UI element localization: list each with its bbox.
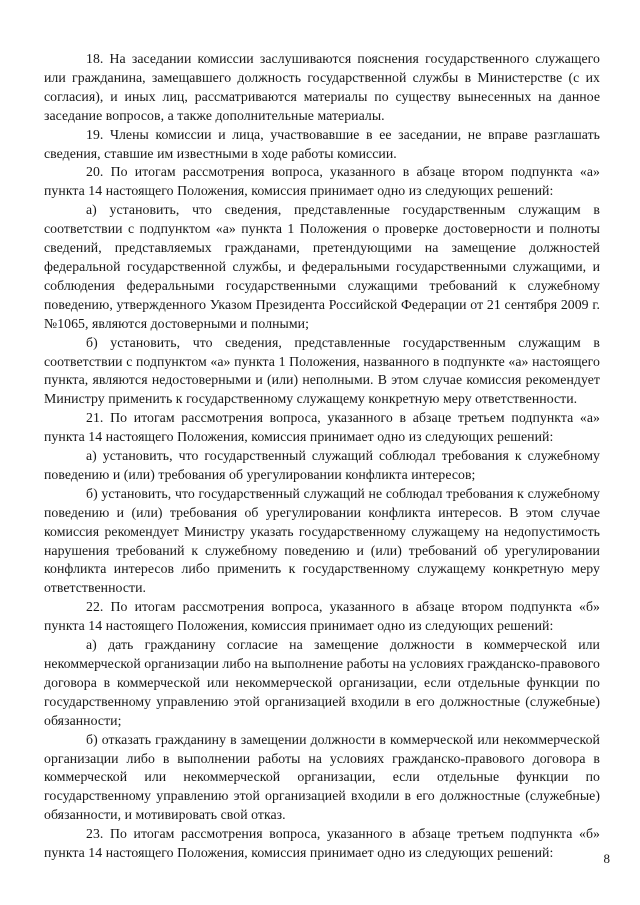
paragraph-22: 22. По итогам рассмотрения вопроса, указанного в абзаце втором подпункта «б» пункта 14 настоящего Положения, комиссия принимает одно из следующих решений: <box>44 599 600 634</box>
paragraph-21-b: б) установить, что государственный служащий не соблюдал требования к служебному поведению и (или) требования об урегулировании конфликта интересов. В этом случае комиссия рекомендует Министру указать государственному служащему на недопустимость нарушения требований к служебному поведению и (или) требований об урегулировании конфликта интересов либо применить к государственному служащему конкретную меру ответственности. <box>44 485 600 596</box>
paragraph-18: 18. На заседании комиссии заслушиваются пояснения государственного служащего или гражданина, замещавшего должность государственной службы в Министерстве (с их согласия), и иных лиц, рассматриваются материалы по существу вынесенных на данное заседание вопросов, а также дополнительные материалы. <box>44 51 600 123</box>
paragraph-20-a: а) установить, что сведения, представленные государственным служащим в соответствии с подпунктом «а» пункта 1 Положения о проверке достоверности и полноты сведений, представляемых гражданами, претендующими на замещение должностей федеральной государственной службы, и федеральными государственными служащими, и соблюдения федеральными государственными служащими требований к служебному поведению, утвержденного Указом Президента Российской Федерации от 21 сентября 2009 г. №1065, являются достоверными и полными; <box>44 202 600 331</box>
paragraph-22-a: а) дать гражданину согласие на замещение должности в коммерческой или некоммерческой организации либо на выполнение работы на условиях гражданско-правового договора в коммерческой или некоммерческой организации, если отдельные функции по государственному управлению этой организацией входили в его должностные (служебные) обязанности; <box>44 637 601 728</box>
paragraph-21-a: а) установить, что государственный служащий соблюдал требования к служебному поведению и (или) требования об урегулировании конфликта интересов; <box>44 448 600 482</box>
paragraph-20-b: б) установить, что сведения, представленные государственным служащим в соответствии с подпунктом «а» пункта 1 Положения, названного в подпункте «а» настоящего пункта, являются недостоверными и (или) неполными. В этом случае комиссия рекомендует Министру применить к государственному служащему конкретную меру ответственности. <box>44 334 600 407</box>
paragraph-22-b: б) отказать гражданину в замещении должности в коммерческой или некоммерческой организации либо в выполнении работы на условиях гражданско-правового договора в коммерческой или некоммерческой организации, если отдельные функции по государственному управлению этой организацией входили в его должностные (служебные) обязанности, и мотивировать свой отказ. <box>44 731 600 823</box>
paragraph-21: 21. По итогам рассмотрения вопроса, указанного в абзаце третьем подпункта «а» пункта 14 настоящего Положения, комиссия принимает одно из следующих решений: <box>44 410 600 445</box>
page-number: 8 <box>603 851 610 866</box>
paragraph-19: 19. Члены комиссии и лица, участвовавшие в ее заседании, не вправе разглашать сведения, ставшие им известными в ходе работы комиссии. <box>44 126 600 161</box>
paragraph-23: 23. По итогам рассмотрения вопроса, указанного в абзаце третьем подпункта «б» пункта 14 настоящего Положения, комиссия принимает одно из следующих решений: <box>44 826 600 861</box>
paragraph-20: 20. По итогам рассмотрения вопроса, указанного в абзаце втором подпункта «а» пункта 14 настоящего Положения, комиссия принимает одно из следующих решений: <box>44 164 600 199</box>
